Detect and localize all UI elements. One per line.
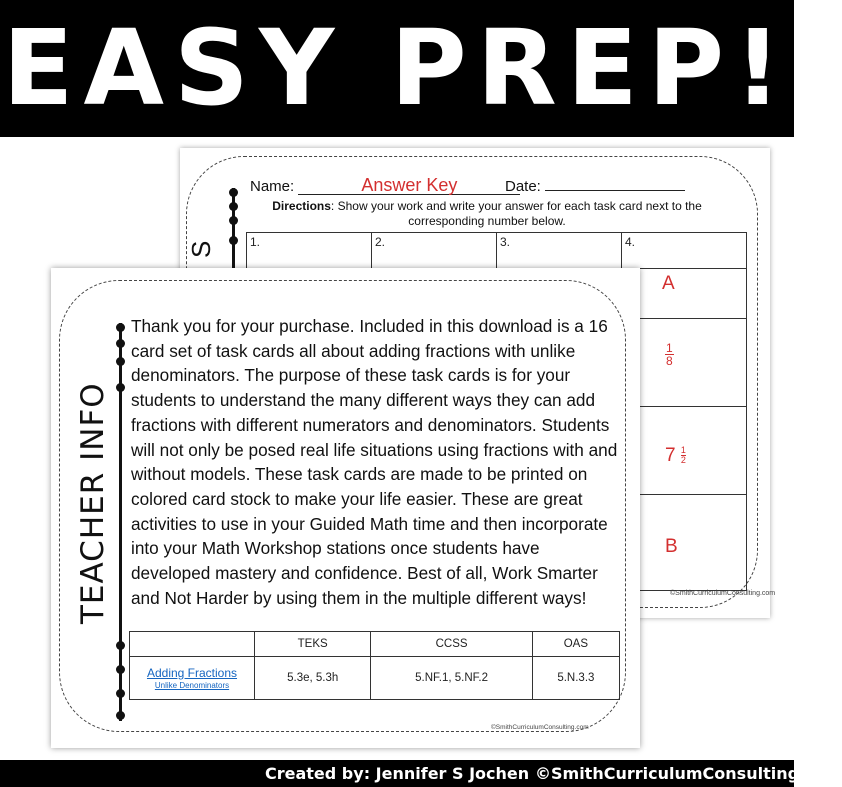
- answer-cell: 3.: [497, 233, 622, 269]
- answer-cell: 4.: [622, 233, 747, 269]
- answer-mixed-number: [665, 445, 686, 467]
- directions-text: : Show your work and write your answer for each task card next to the corresponding number below.: [330, 199, 702, 228]
- answer-a: A: [662, 273, 675, 294]
- answer-whole: 7: [665, 445, 676, 466]
- answer-cell: [622, 319, 747, 407]
- answer-denominator: 8: [666, 354, 673, 368]
- rail-dot: [229, 188, 238, 197]
- standards-header-blank: [130, 632, 255, 657]
- answer-cell: [622, 495, 747, 591]
- date-label: Date:: [505, 178, 541, 195]
- date-blank: [545, 176, 685, 191]
- name-line: [250, 176, 520, 195]
- standards-table: [129, 631, 620, 700]
- rail-dot: [229, 216, 238, 225]
- name-label: Name:: [250, 178, 295, 195]
- rail-dot: [116, 689, 125, 698]
- topic-sub-link[interactable]: Unlike Denominators: [154, 681, 230, 690]
- standards-ccss-value: 5.NF.1, 5.NF.2: [371, 657, 532, 700]
- answer-cell: 2.: [372, 233, 497, 269]
- directions: [252, 199, 722, 229]
- answer-cell: [622, 269, 747, 319]
- footer-bar: [0, 760, 842, 787]
- standards-header-oas: OAS: [532, 632, 619, 657]
- rail-dot: [116, 357, 125, 366]
- name-value: Answer Key: [298, 176, 520, 195]
- rail-dot: [116, 665, 125, 674]
- standards-oas-value: 5.N.3.3: [532, 657, 619, 700]
- teacher-info-sheet: [51, 268, 640, 748]
- answer-key-copyright: ©SmithCurriculumConsulting.com: [670, 590, 776, 597]
- rail-dot: [116, 711, 125, 720]
- rail-dot: [229, 202, 238, 211]
- answer-key-side-text: S: [186, 240, 216, 258]
- rail-dot: [116, 641, 125, 650]
- rail-dot: [116, 383, 125, 392]
- rail-dot: [116, 339, 125, 348]
- teacher-info-copyright: ©SmithCurriculumConsulting.com: [491, 724, 589, 731]
- standards-teks-value: 5.3e, 5.3h: [255, 657, 371, 700]
- answer-fraction: [665, 342, 674, 367]
- standards-header-ccss: CCSS: [371, 632, 532, 657]
- teacher-info-rail: [119, 323, 122, 721]
- answer-numerator: 1: [666, 341, 673, 355]
- topic-link[interactable]: Adding Fractions: [146, 666, 238, 680]
- answer-cell: 1.: [247, 233, 372, 269]
- answer-b: B: [665, 536, 678, 557]
- banner-title: EASY PREP!: [2, 7, 792, 129]
- footer-site: ©SmithCurriculumConsulting.com: [535, 764, 842, 783]
- answer-mixed-numerator: 1: [680, 445, 686, 456]
- directions-label: Directions: [272, 199, 331, 213]
- title-banner: [0, 0, 794, 137]
- rail-dot: [116, 323, 125, 332]
- standards-topic-cell: [130, 657, 255, 700]
- teacher-info-body: Thank you for your purchase. Included in this download is a 16 card set of task cards all about adding fractions with unlike denominators. The purpose of these task cards is for your students to understand the many different ways they can add fractions with different numerators and denominators. Students will not only be posed real life situations using fractions with and without models. These task cards are made to be printed on colored card stock to make your life easier. These are great activities to use in your Guided Math time and then incorporate into your Math Workshop stations once students have developed mastery and confidence. Best of all, Work Smarter and Not Harder by using them in the multiple different ways!: [131, 316, 618, 608]
- footer-credit: Created by: Jennifer S Jochen: [265, 764, 530, 783]
- answer-mixed-denominator: 2: [680, 455, 686, 466]
- answer-mixed-fraction: [681, 446, 686, 465]
- date-line: [505, 176, 685, 195]
- teacher-info-title: TEACHER INFO: [75, 382, 111, 624]
- standards-header-teks: TEKS: [255, 632, 371, 657]
- rail-dot: [229, 236, 238, 245]
